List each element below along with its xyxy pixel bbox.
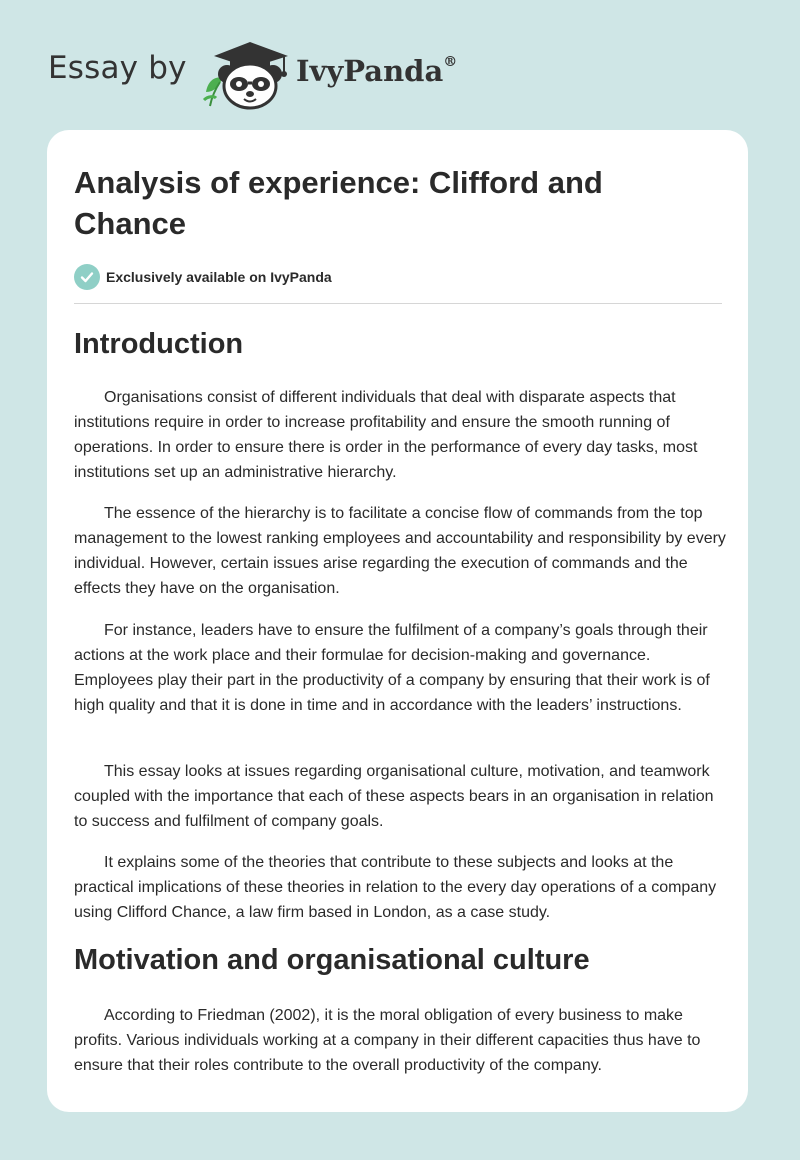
exclusive-badge xyxy=(74,264,332,290)
paragraph: The essence of the hierarchy is to facilitate a concise flow of commands from the top management to the lowest ranking employees and accountability and responsibility by every individual. However, certain issues arise regarding the execution of commands and the effects they have on the organisation. xyxy=(74,505,726,597)
check-icon xyxy=(74,264,100,290)
paragraph: This essay looks at issues regarding organisational culture, motivation, and teamwork coupled with the importance that each of these aspects bears in an organisation in relation to success and fulfilment of company goals. xyxy=(74,763,714,830)
brand-name[interactable]: IvyPanda® xyxy=(296,54,458,88)
essay-title: Analysis of experience: Clifford and Chance xyxy=(74,165,603,241)
paragraph: Organisations consist of different individuals that deal with disparate aspects that institutions require in order to increase profitability and ensure the smooth running of operations. In order to ensure there is order in the performance of every day tasks, most institutions set up an administrative hierarchy. xyxy=(74,389,698,481)
divider xyxy=(74,303,722,304)
paragraph: For instance, leaders have to ensure the fulfilment of a company’s goals through their actions at the work place and their formulae for decision-making and governance. Employees play their part in the productivity of a company by ensuring that their work is of high quality and that it is done in time and in accordance with the leaders’ instructions. xyxy=(74,622,710,714)
exclusive-label: Exclusively available on IvyPanda xyxy=(106,269,332,285)
essay-card xyxy=(47,130,748,1112)
brand-prefix: Essay by xyxy=(48,50,187,86)
paragraph: It explains some of the theories that contribute to these subjects and looks at the practical implications of these theories in relation to the every day operations of a company using Clifford Chance, a law firm based in London, as a case study. xyxy=(74,854,717,921)
section-heading-introduction: Introduction xyxy=(74,328,244,360)
section-heading-motivation: Motivation and organisational culture xyxy=(74,944,590,976)
site-header xyxy=(0,0,800,130)
paragraph: According to Friedman (2002), it is the moral obligation of every business to make profits. Various individuals working at a company in their different capacities thus have to ensure that their roles contribute to the overall productivity of the company. xyxy=(74,1007,701,1074)
registered-mark: ® xyxy=(443,54,458,71)
panda-graduate-icon[interactable] xyxy=(200,36,292,110)
